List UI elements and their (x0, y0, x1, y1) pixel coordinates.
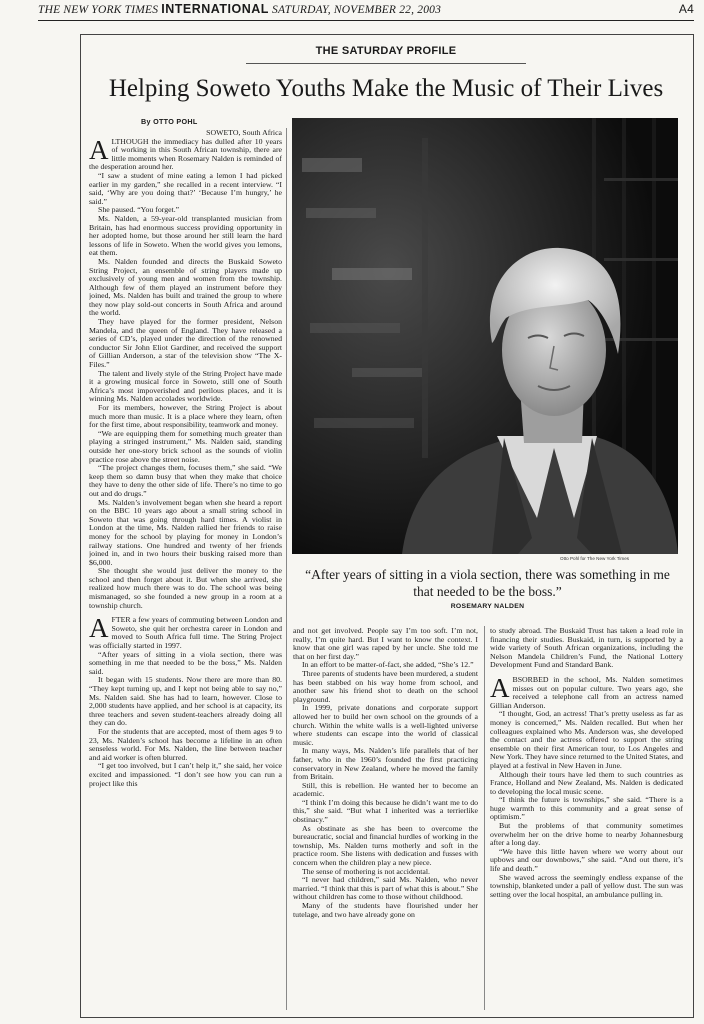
paragraph: But the problems of that community sometimes overwhelm her on the drive home to nearby Johannesburg after a long day. (490, 821, 683, 848)
paragraph: She waved across the seemingly endless expanse of the township, blanketed under a pall of yellow dust. The sun was setting over the local hospital, an ambulance pulling in. (490, 872, 683, 899)
paragraph: In an effort to be matter-of-fact, she added, “She’s 12.” (302, 660, 474, 670)
drop-cap: A (490, 672, 510, 703)
paragraph: They have played for the former president, Nelson Mandela, and the queen of England. They have released a series of CD’s, played under the direction of the renowned conductor Sir John Eliot Gardiner, and received the support of Gillian Anderson, a star of the television show “The X-Files.” (89, 317, 282, 370)
issue-date: SATURDAY, NOVEMBER 22, 2003 (272, 4, 442, 16)
paragraph: “I never had children,” said Ms. Nalden, who never married. “I think that this is part of what this is about.” She without children has come to those without childhood. (293, 875, 478, 902)
pull-quote-source: ROSEMARY NALDEN (450, 603, 525, 610)
page-number: A4 (678, 2, 694, 16)
article-column-3 (490, 627, 683, 1009)
paragraph: “I thought, God, an actress! That’s pretty useless as far as money is concerned,” Ms. Nalden recalled. But when her colleagues explained who Ms. Anderson was, she developed the contact and the actress offered to support the string ensemble on their first American tour, to Los Angeles and New York. They have since returned to the United States, and played at a festival in New Haven in June. (490, 709, 683, 770)
paragraph: Ms. Nalden, a 59-year-old transplanted musician from Britain, has had enormous success providing opportunity in her adopted home, but those around her still learn the hard lessons of life in Soweto. When the world gives you lemons, eat them. (89, 213, 282, 258)
headline: Helping Soweto Youths Make the Music of Their Lives (108, 75, 664, 102)
paragraph: Although their tours have led them to such countries as France, Holland and New Zealand, Ms. Nalden is dedicated to developing the local music scene. (490, 769, 683, 796)
paragraph: In 1999, private donations and corporate support allowed her to build her own school on the grounds of a church. Within the white walls is a well-lighted universe where students can escape into the world of classical music. (293, 703, 478, 747)
kicker-rule (246, 63, 526, 64)
paper-name: THE NEW YORK TIMES (38, 4, 159, 16)
drop-cap: A (89, 134, 109, 165)
drop-cap: A (89, 613, 109, 644)
column-rule (484, 626, 485, 1010)
portrait-photo (292, 118, 678, 554)
paragraph: Many of the students have flourished under her tutelage, and two have already gone on (293, 901, 478, 919)
section-name: INTERNATIONAL (161, 2, 269, 16)
paragraph: BSORBED in the school, Ms. Nalden sometimes misses out on popular culture. Two years ago, she received a telephone call from an actress named Gillian Anderson. (490, 674, 683, 710)
paragraph: Still, this is rebellion. He wanted her to become an academic. (293, 780, 478, 799)
article-column-2 (293, 627, 478, 1009)
paragraph: The sense of mothering is not accidental. (302, 866, 430, 876)
portrait-photo-image (292, 118, 678, 554)
paragraph: As obstinate as she has been to overcome the bureaucratic, social and financial hurdles of working in the township, Ms. Nalden turns motherly and soft in the practice room. She listens with dedication and fusses with concern when the children play a new piece. (293, 823, 478, 868)
paragraph: For the students that are accepted, most of them ages 9 to 23, Ms. Nalden’s school has become a lifeline in an often senseless world. For Ms. Nalden, the line between teacher and aid worker is often blurred. (89, 726, 282, 762)
masthead (38, 2, 694, 21)
paragraph: She paused. “You forget.” (98, 205, 180, 215)
paragraph: The talent and lively style of the String Project have made it a growing musical force in Soweto, still one of South Africa’s most impoverished and perilous places, and it is winning Ms. Nalden accolades worldwide. (89, 368, 282, 404)
paragraph: and not get involved. People say I’m too soft. I’m not, really, I’m quite hard. But I want to know the context. I know that one girl was raped by her uncle. She told me that on her first day.” (293, 627, 478, 661)
pull-quote: “After years of sitting in a viola section, there was something in me that needed to be the boss.” (305, 567, 670, 599)
paragraph: In many ways, Ms. Nalden’s life parallels that of her father, who in the 1960’s founded the first practicing conservatory in New Zealand, where he moved the family from Britain. (293, 746, 478, 782)
article-column-1 (89, 129, 282, 1009)
paragraph: For its members, however, the String Project is about much more than music. It is a place where they learn, often for the first time, about responsibility, teamwork and money. (89, 403, 282, 430)
paragraph: to study abroad. The Buskaid Trust has taken a lead role in financing their studies. Buskaid, in turn, is supported by a wide variety of South African organizations, including the Nelson Mandela Children’s Fund, the National Lottery Development Fund and Standard Bank. (490, 627, 683, 670)
paragraph: “We are equipping them for something much greater than playing a stringed instrument,” Ms. Nalden said, standing outside her one-story brick school as the sounds of violin practice rose above the street noise. (89, 428, 282, 464)
column-rule (286, 128, 287, 1010)
paragraph: Ms. Nalden founded and directs the Buskaid Soweto String Project, an ensemble of string players made up exclusively of young men and women from the township. Although few of them played an instrument before they joined, Ms. Nalden has built and trained the group to where they now play sold-out concerts in South Africa and around the world. (89, 256, 282, 318)
paragraph: “The project changes them, focuses them,” she said. “We keep them so damn busy that when they make that choice they have to deny the other side of life. There’s no time to go out and do drugs.” (89, 463, 282, 498)
paragraph: “I saw a student of mine eating a lemon I had picked earlier in my garden,” she recalled in a recent interview. “I said, ‘Why are you doing that?’ ‘Because I’m hungry,’ he said.” (89, 170, 282, 206)
dateline: SOWETO, South Africa (206, 129, 282, 137)
paragraph: It began with 15 students. Now there are more than 80. “They kept turning up, and I kept not being able to say no,” Ms. Nalden said. She has had to learn, however. Close to 2,000 students have applied, and her school is at capacity, its three teachers and seven student-teachers already doing all they can do. (89, 675, 282, 728)
paragraph: “I think the future is townships,” she said. “There is a huge warmth to this community and a great sense of optimism.” (490, 795, 683, 822)
paragraph: “We have this little haven where we worry about our upbows and our downbows,” she said. “And out there, it’s life and death.” (490, 846, 683, 874)
paragraph: “I get too involved, but I can’t help it,” she said, her voice excited and impassioned. “I don’t see how you can run a project like this (89, 761, 282, 788)
paragraph: “After years of sitting in a viola section, there was something in me that needed to be the boss,” Ms. Nalden said. (89, 649, 282, 676)
kicker: THE SATURDAY PROFILE (315, 45, 457, 57)
paragraph: “I think I’m doing this because he didn’t want me to do this,” she said. “But what I inherited was a terrierlike obstinacy.” (293, 797, 478, 825)
photo-credit: Otto Pohl for The New York Times (560, 556, 630, 561)
paragraph: Three parents of students have been murdered, a student has been stabbed on his way home from school, and another saw his friend shot to death on the school playground. (293, 668, 478, 704)
paragraph: FTER a few years of commuting between London and Soweto, she quit her orchestra career in London and moved to South Africa full time. The String Project was officially started in 1997. (89, 615, 282, 651)
paragraph: LTHOUGH the immediacy has dulled after 10 years of working in this South African township, there are little moments when Rosemary Nalden is reminded of the desperation around her. (89, 136, 282, 172)
byline: By OTTO POHL (141, 117, 198, 126)
paragraph: She thought she would just deliver the money to the school and then forget about it. But when she arrived, she realized how much there was to do. The school was being mismanaged, so she founded a new group in a room at a township church. (89, 566, 282, 610)
paragraph: Ms. Nalden’s involvement began when she heard a report on the BBC 10 years ago about a small string school in Soweto that was going through hard times. A violist in London at the time, Ms. Nalden rallied her friends to raise money for the school by playing for money in London’s railway stations. One hundred and twenty of her friends joined in, and in two hours their busking raised more than $6,000. (89, 497, 282, 567)
